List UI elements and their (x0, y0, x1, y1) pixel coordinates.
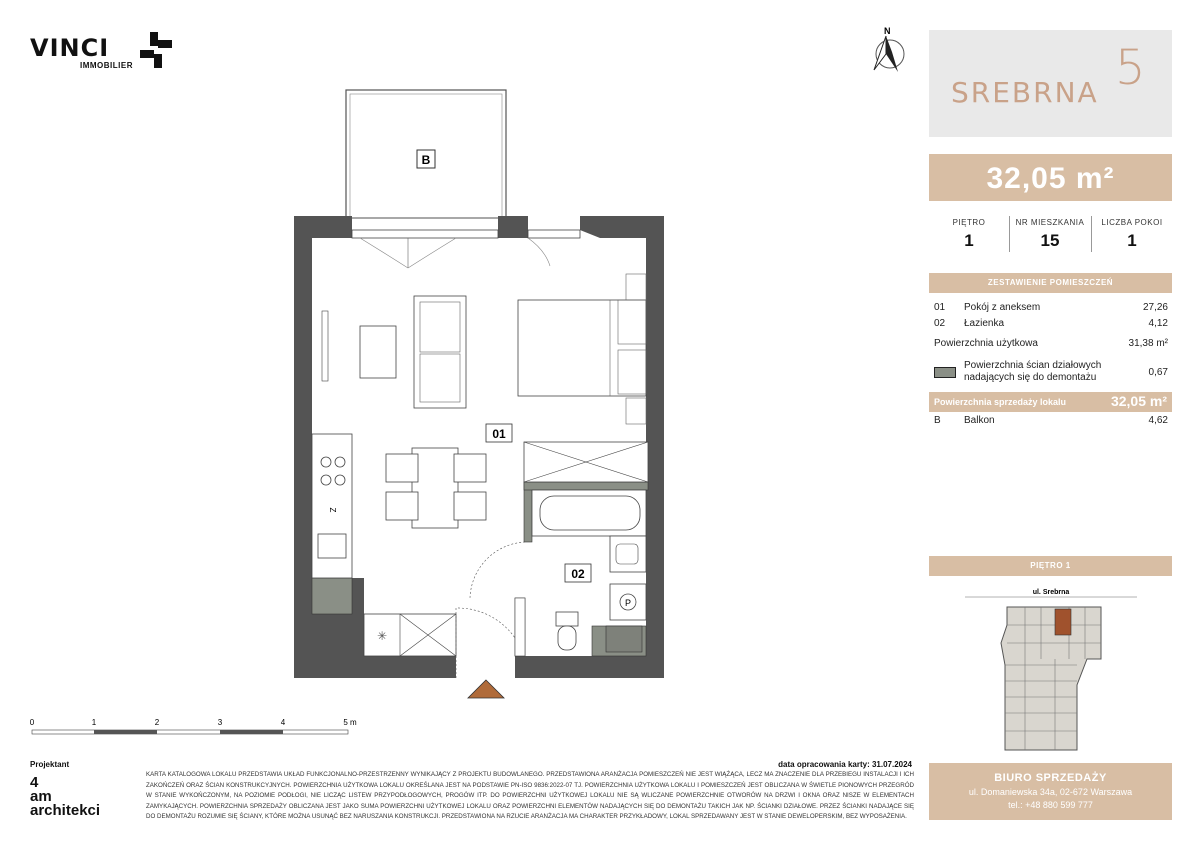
developer-logo (30, 30, 190, 74)
street-label: ul. Srebrna (1032, 589, 1070, 596)
project-brand (929, 30, 1172, 137)
stat-floor: PIĘTRO 1 (952, 218, 986, 250)
balcony-label: B (421, 153, 431, 167)
project-name: SREBRNA (951, 76, 1099, 109)
svg-text:1: 1 (91, 718, 97, 727)
svg-text:N: N (884, 26, 891, 36)
svg-text:4: 4 (280, 718, 286, 727)
floor-key-plan (965, 585, 1137, 757)
logo-wordmark: VINCI (30, 34, 110, 62)
designer-logo: 4 am architekci (30, 774, 101, 819)
svg-text:✳: ✳ (376, 629, 388, 643)
apartment-highlight (1055, 609, 1071, 635)
logo-mark-icon (138, 30, 182, 70)
svg-text:3: 3 (217, 718, 223, 727)
sale-area-row: Powierzchnia sprzedaży lokalu 32,05 m² (929, 392, 1172, 412)
logo-subtitle: IMMOBILIER (80, 61, 133, 70)
total-area: 32,05 m² (929, 154, 1172, 201)
legal-disclaimer: KARTA KATALOGOWA LOKALU PRZEDSTAWIA UKŁAD FUNKCJONALNO-PRZESTRZENNY WYNIKAJĄCY Z PROJEKTU BUDOWLANEGO. PRZEDSTAWIONA ARANŻACJA POMIESZCZEŃ NIE JEST WIĄŻĄCA, LECZ MA ZNACZENIE DLA PRZEBIEGU INSTALACJI I ICH ZAKOŃCZEŃ ORAZ ŚCIAN KONSTRUKCYJNYCH. POWIERZCHNIA UŻYTKOWA LOKALU OKREŚLANA JEST NA PODSTAWIE PN-ISO 9836:2022-07 TJ. POWIERZCHNIA UŻYTKOWA LOKALU I POMIESZCZEŃ JEST OBLICZANA W ŚWIETLE PIONOWYCH PRZEGRÓD W STANIE WYKOŃCZONYM, NA POZIOMIE PODŁOGI, NIE LICZĄC LISTEW PRZYPODŁOGOWYCH, PROGÓW ITP. DO POWIERZCHNI UŻYTKOWEJ LOKALU NIE SĄ WLICZANE POWIERZCHNIE OTWORÓW NA DRZWI I OKNA ORAZ NISZE W ELEMENTACH ZAMYKAJĄCYCH. POWIERZCHNIA SPRZEDAŻY OBLICZANA JEST JAKO SUMA POWIERZCHNI UŻYTKOWEJ LOKALU ORAZ POWIERZCHNI ELEMENTÓW NADAJĄCYCH SIĘ DO DEMONTAŻU TAKICH JAK NP. ŚCIANKI DZIAŁOWE. PRZEZ ŚCIANKI NADAJĄCE SIĘ DO DEMONTAŻU ROZUMIE SIĘ ŚCIANY, KTÓRE MOŻNA USUNĄĆ BEZ NARUSZANIA KONSTRUKCJI. PRZEDSTAWIONA NA RZUCIE ARANŻACJA MA CHARAKTER PRZYKŁADOWY, LOKAL SPRZEDAWANY JEST W STANIE DEWELOPERSKIM, BEZ WYPOSAŻENIA. (146, 771, 914, 820)
svg-text:2: 2 (154, 718, 160, 727)
card-date: data opracowania karty: 31.07.2024 (778, 760, 912, 769)
rooms-header: ZESTAWIENIE POMIESZCZEŃ (929, 273, 1172, 293)
entrance-arrow-icon (468, 680, 504, 698)
scale-bar (30, 716, 370, 740)
floor-plan (260, 78, 690, 718)
partition-wall (524, 482, 532, 542)
stat-rooms: LICZBA POKOI 1 (1101, 218, 1163, 250)
project-number: 5 (1115, 40, 1146, 96)
demountable-wall-swatch (934, 367, 956, 378)
room-02-label: 02 (571, 567, 585, 581)
boiler-label: P (624, 598, 632, 608)
stat-apartment-number: NR MIESZKANIA 15 (1015, 218, 1085, 250)
sales-office: BIURO SPRZEDAŻY ul. Domaniewska 34a, 02-672 Warszawa tel.: +48 880 599 777 (929, 763, 1172, 820)
svg-text:0: 0 (30, 718, 35, 727)
fridge-label: Z (328, 507, 337, 513)
compass-north-icon (858, 22, 914, 78)
room-01-label: 01 (492, 427, 506, 441)
designer-label: Projektant (30, 760, 70, 769)
floor-header: PIĘTRO 1 (929, 556, 1172, 576)
svg-text:5 m: 5 m (343, 718, 357, 727)
